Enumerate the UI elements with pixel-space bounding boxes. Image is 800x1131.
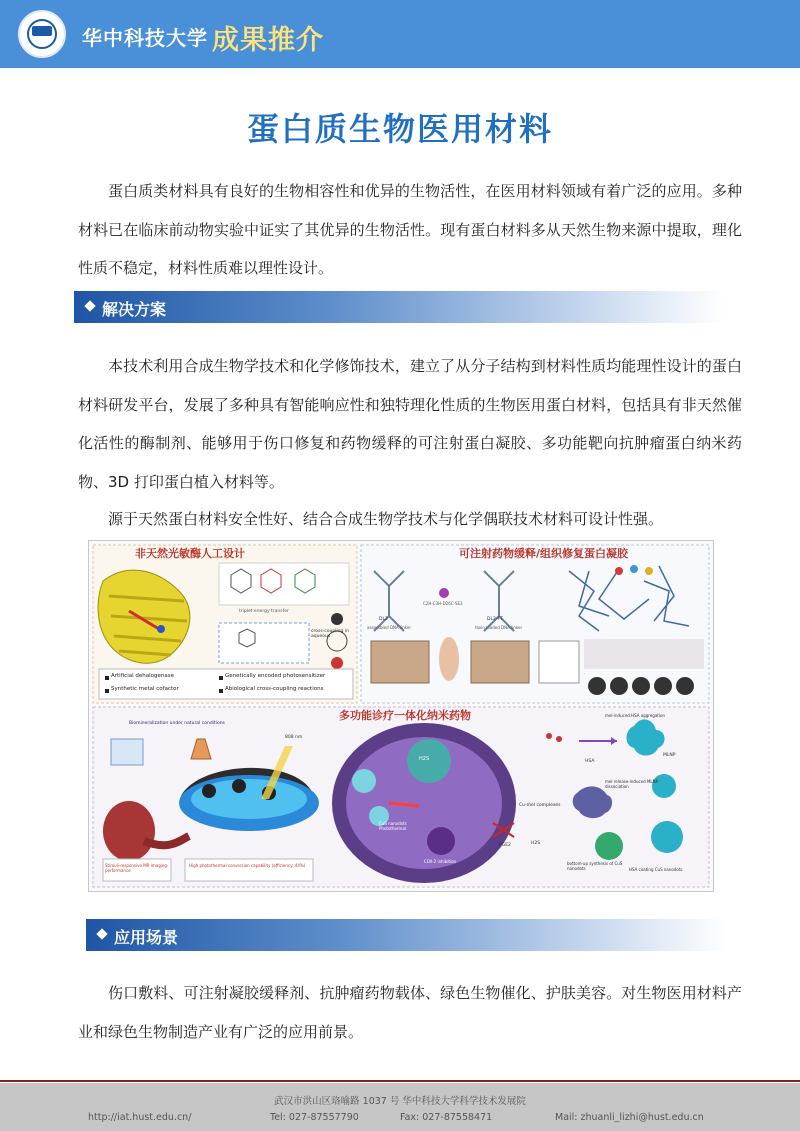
figure-label: bottom-up synthesis of CuS nanodots	[567, 861, 623, 871]
figure-panel-title: 多功能诊疗一体化纳米药物	[339, 709, 471, 722]
figure-bullet: Artificial dehalogenase	[111, 673, 174, 679]
university-name: 华中科技大学	[82, 26, 208, 50]
figure-label: High photothermal conversion capability (efficiency: 44%)	[189, 863, 306, 868]
figure-label: H2S	[419, 756, 430, 762]
header-tagline: 成果推介	[212, 25, 324, 56]
applications-paragraph: 伤口敷料、可注射凝胶缓释剂、抗肿瘤药物载体、绿色生物催化、护肤美容。对生物医用材料产业和绿色生物制造产业有广泛的应用前景。	[78, 984, 742, 1041]
diamond-icon	[96, 928, 107, 939]
research-figure	[88, 540, 714, 892]
page-title: 蛋白质生物医用材料	[246, 110, 553, 148]
figure-label: 808 nm	[285, 735, 303, 740]
figure-label: Stimuli-responsive MR imaging-performance	[105, 863, 169, 873]
figure-panel-title: 非天然光敏酶人工设计	[135, 547, 245, 560]
footer-fax: Fax: 027-87558471	[400, 1112, 493, 1123]
figure-label: MLNP	[663, 753, 676, 758]
figure-label: Biomineralization under natural conditions	[129, 721, 225, 726]
page-header	[0, 0, 800, 68]
figure-label: HSA	[585, 759, 595, 764]
intro-paragraph: 蛋白质类材料具有良好的生物相容性和优异的生物活性，在医用材料领域有着广泛的应用。多种材料已在临床前动物实验中证实了其优异的生物活性。现有蛋白材料多从天然生物来源中提取，理化性质不稳定，材料性质难以理性设计。	[78, 182, 742, 277]
figure-label: HSA coating CuS nanodots	[629, 867, 683, 872]
figure-label: DL2-FT	[487, 617, 503, 622]
section-heading-solution	[74, 291, 724, 323]
figure-panel-title: 可注射药物缓释/组织修复蛋白凝胶	[459, 547, 629, 560]
figure-bullet: Abiological cross-coupling reactions	[225, 686, 324, 692]
diamond-icon	[84, 300, 95, 311]
figure-label: assembled DNA linker	[367, 625, 412, 630]
figure-label: mel release-induced MLNP dissociation	[605, 779, 659, 789]
section-label: 应用场景	[114, 928, 179, 947]
solution-paragraph-2: 源于天然蛋白材料安全性好、结合合成生物学技术与化学偶联技术材料可设计性强。	[108, 510, 664, 528]
figure-label: cross-coupling in aqueous	[311, 629, 349, 639]
figure-label: triplet energy transfer	[239, 609, 289, 614]
figure-label: C2H-C3H-D26C-SE3	[423, 601, 463, 606]
footer-address: 武汉市洪山区珞喻路 1037 号 华中科技大学科学技术发展院	[274, 1096, 526, 1107]
figure-label: H2S	[531, 841, 541, 846]
figure-label: Cu-mel complexes	[519, 803, 561, 808]
figure-label: mel-induced HSA aggregation	[605, 713, 665, 718]
solution-paragraph: 本技术利用合成生物学技术和化学修饰技术，建立了从分子结构到材料性质均能理性设计的蛋白材料研发平台，发展了多种具有智能响应性和独特理化性质的生物医用蛋白材料，包括具有非天然催化活性的酶制剂、能够用于伤口修复和药物缓释的可注射蛋白凝胶、多功能靶向抗肿瘤蛋白纳米药物、3D 打印蛋白植入材料等。	[78, 357, 742, 491]
figure-label: COX-2 inhibition	[424, 859, 457, 864]
footer-tel: Tel: 027-87557790	[270, 1112, 359, 1123]
page-footer	[0, 1083, 800, 1131]
figure-label: CuS nanodots Photothermal	[379, 821, 407, 831]
figure-bullet: Genetically encoded photosensitizer	[225, 673, 326, 679]
footer-url[interactable]: http://iat.hust.edu.cn/	[88, 1112, 192, 1123]
footer-rule	[0, 1080, 800, 1082]
figure-label: DL2	[379, 617, 388, 622]
footer-mail[interactable]: Mail: zhuanli_lizhi@hust.edu.cn	[555, 1112, 704, 1123]
figure-label: PGE2	[499, 843, 511, 848]
university-logo	[18, 10, 66, 58]
section-heading-applications	[86, 919, 726, 951]
section-label: 解决方案	[102, 300, 167, 319]
figure-bullet: Synthetic metal cofactor	[111, 686, 179, 692]
figure-label: toxin loaded DNA linker	[475, 625, 523, 630]
